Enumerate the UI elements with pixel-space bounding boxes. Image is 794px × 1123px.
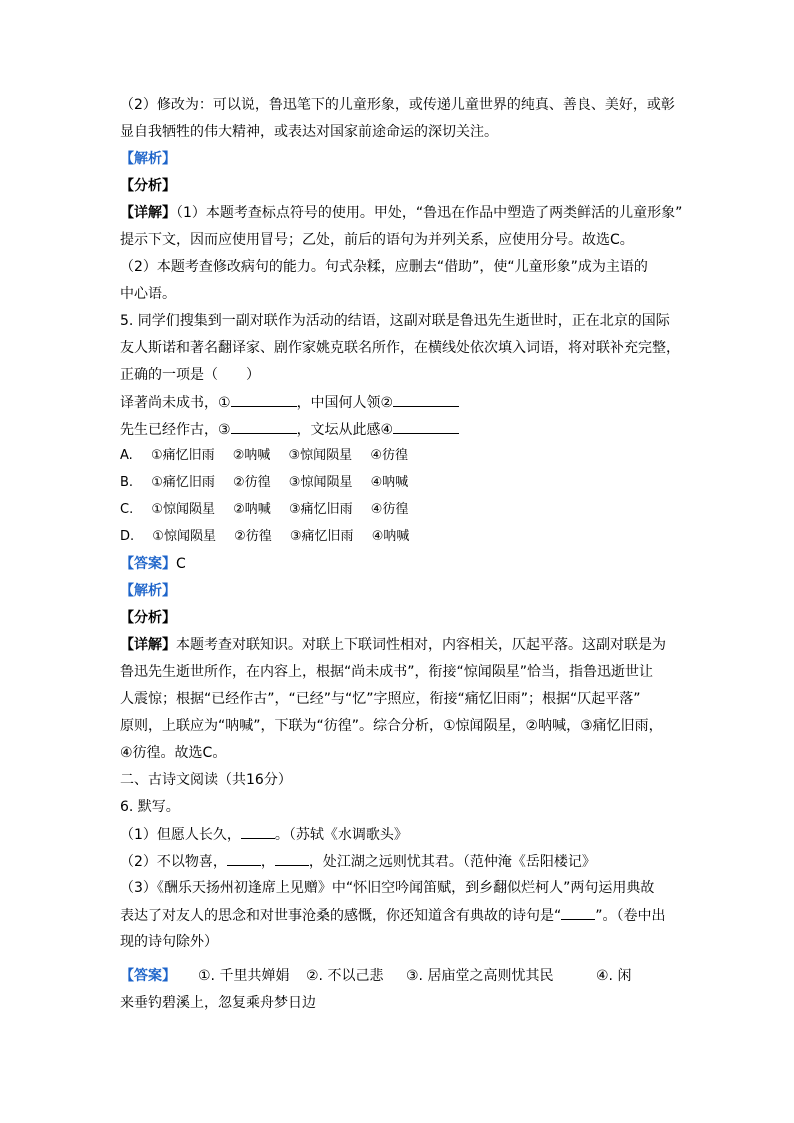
q6-item-1 bbox=[120, 824, 680, 845]
q6-title: 6. 默写。 bbox=[120, 799, 180, 815]
q5-detail-line-3: 人震惊；根据“已经作古”，“已经”与“忆”字照应，衔接“痛忆旧雨”；根据“仄起平落” bbox=[120, 691, 641, 707]
option-letter: D. bbox=[120, 529, 135, 544]
option-b bbox=[120, 473, 680, 493]
q6-2-text-b: ， bbox=[260, 854, 275, 870]
blank-1 bbox=[231, 392, 297, 407]
q4-revision-line-1: （2）修改为：可以说，鲁迅笔下的儿童形象，或传递儿童世界的纯真、善良、美好，或彰 bbox=[120, 97, 675, 113]
q6-3-text-a: 表达了对友人的思念和对世事沧桑的感慨，你还知道含有典故的诗句是“ bbox=[120, 908, 562, 924]
couplet-2-second-half: ，文坛从此感④ bbox=[296, 422, 394, 438]
q5-fenxi-line bbox=[120, 608, 680, 628]
q5-detail-line-1 bbox=[120, 635, 680, 655]
q4-detail-line-4: 中心语。 bbox=[120, 286, 176, 302]
option-letter: C. bbox=[120, 502, 134, 517]
jiexi-tag: 【解析】 bbox=[120, 151, 176, 167]
q5-detail-text-1: 本题考查对联知识。对联上下联词性相对，内容相关，仄起平落。这副对联是为 bbox=[176, 637, 666, 653]
q5-answer-line bbox=[120, 554, 680, 574]
xiangjie-tag: 【详解】 bbox=[120, 205, 176, 221]
couplet-1-second-half: ，中国何人领② bbox=[296, 395, 394, 411]
fenxi-tag: 【分析】 bbox=[120, 178, 176, 194]
option-item: ①惊闻陨星 bbox=[152, 529, 216, 544]
q6-item-2 bbox=[120, 851, 680, 872]
fenxi-tag: 【分析】 bbox=[120, 610, 176, 626]
option-item: ④彷徨 bbox=[370, 502, 409, 517]
option-d bbox=[120, 527, 680, 547]
blank-2 bbox=[393, 392, 459, 407]
q6-2-text-a: （2）不以物喜， bbox=[120, 854, 227, 870]
option-item: ①惊闻陨星 bbox=[151, 502, 216, 517]
q6-answer-4: ④. 闲 bbox=[596, 968, 632, 984]
q4-detail-line-1 bbox=[120, 203, 683, 223]
option-item: ③惊闻陨星 bbox=[288, 448, 353, 463]
q6-1-text-a: （1）但愿人长久， bbox=[120, 827, 241, 843]
daan-tag: 【答案】 bbox=[120, 968, 176, 984]
option-item: ④呐喊 bbox=[370, 475, 409, 490]
q5-detail-line-2: 鲁迅先生逝世所作，在内容上，根据“尚未成书”，衔接“惊闻陨星”恰当，指鲁迅逝世让 bbox=[120, 664, 654, 680]
option-item: ③痛忆旧雨 bbox=[288, 502, 353, 517]
q6-answer-3: ③. 居庙堂之高则忧其民 bbox=[406, 968, 554, 984]
q6-2-text-c: ，处江湖之远则忧其君。（范仲淹《岳阳楼记》 bbox=[308, 854, 596, 870]
blank-q6-1 bbox=[241, 824, 275, 839]
q5-detail-line-4: 原则，上联应为“呐喊”，下联为“彷徨”。综合分析，①惊闻陨星，②呐喊，③痛忆旧雨， bbox=[120, 718, 663, 734]
option-a bbox=[120, 446, 680, 466]
q6-answer-continuation: 来垂钓碧溪上，忽复乘舟梦日边 bbox=[120, 995, 316, 1011]
option-item: ②呐喊 bbox=[233, 502, 271, 517]
q6-item-3-line-1: （3）《酬乐天扬州初逢席上见赠》中“怀旧空吟闻笛赋，到乡翻似烂柯人”两句运用典故 bbox=[120, 880, 655, 896]
q5-stem-line-3: 正确的一项是（ ） bbox=[120, 367, 260, 383]
blank-3 bbox=[231, 419, 297, 434]
option-item: ①痛忆旧雨 bbox=[151, 475, 215, 490]
q6-answer-line bbox=[120, 966, 680, 986]
couplet-line-1 bbox=[120, 392, 680, 413]
option-letter: A. bbox=[120, 448, 133, 463]
q6-3-text-b: ”。（卷中出 bbox=[595, 908, 666, 924]
q4-fenxi-line bbox=[120, 176, 680, 196]
option-item: ②彷徨 bbox=[234, 529, 272, 544]
daan-tag: 【答案】 bbox=[120, 556, 176, 572]
blank-4 bbox=[393, 419, 459, 434]
q4-revision-line-2: 显自我牺牲的伟大精神，或表达对国家前途命运的深切关注。 bbox=[120, 124, 498, 140]
blank-q6-2a bbox=[227, 851, 261, 866]
section-2-title: 二、古诗文阅读（共16分） bbox=[120, 772, 292, 788]
q5-jiexi-line bbox=[120, 581, 680, 601]
q6-answer-1: ①. 千里共婵娟 bbox=[198, 968, 290, 984]
option-c bbox=[120, 500, 680, 520]
blank-q6-3 bbox=[561, 905, 595, 920]
q5-answer-value: C bbox=[176, 556, 186, 572]
option-item: ②呐喊 bbox=[232, 448, 271, 463]
option-item: ④呐喊 bbox=[371, 529, 410, 544]
option-item: ①痛忆旧雨 bbox=[150, 448, 215, 463]
q4-analysis-tag bbox=[120, 149, 680, 169]
couplet-1-first-half: 译著尚未成书，① bbox=[120, 395, 231, 411]
option-item: ③惊闻陨星 bbox=[288, 475, 353, 490]
option-item: ②彷徨 bbox=[233, 475, 271, 490]
q6-answer-2: ②. 不以己悲 bbox=[306, 968, 384, 984]
option-item: ③痛忆旧雨 bbox=[289, 529, 354, 544]
jiexi-tag: 【解析】 bbox=[120, 583, 176, 599]
blank-q6-2b bbox=[275, 851, 309, 866]
q4-detail-line-2: 提示下文，因而应使用冒号；乙处，前后的语句为并列关系，应使用分号。故选C。 bbox=[120, 232, 634, 248]
option-item: ④彷徨 bbox=[370, 448, 408, 463]
q4-detail-text-1: （1）本题考查标点符号的使用。甲处，“鲁迅在作品中塑造了两类鲜活的儿童形象” bbox=[176, 205, 683, 221]
couplet-line-2 bbox=[120, 419, 680, 440]
q5-stem-line-1: 5. 同学们搜集到一副对联作为活动的结语，这副对联是鲁迅先生逝世时，正在北京的国际 bbox=[120, 313, 670, 329]
q5-detail-line-5: ④彷徨。故选C。 bbox=[120, 745, 227, 761]
q5-stem-line-2: 友人斯诺和著名翻译家、剧作家姚克联名所作，在横线处依次填入词语，将对联补充完整， bbox=[120, 340, 680, 356]
option-letter: B. bbox=[120, 475, 134, 490]
couplet-2-first-half: 先生已经作古，③ bbox=[120, 422, 231, 438]
q6-item-3-line-3: 现的诗句除外） bbox=[120, 934, 218, 950]
xiangjie-tag: 【详解】 bbox=[120, 637, 176, 653]
q4-detail-line-3: （2）本题考查修改病句的能力。句式杂糅，应删去“借助”，使“儿童形象”成为主语的 bbox=[120, 259, 648, 275]
q6-item-3-line-2 bbox=[120, 905, 680, 926]
q6-1-text-b: 。（苏轼《水调歌头》 bbox=[274, 827, 408, 843]
